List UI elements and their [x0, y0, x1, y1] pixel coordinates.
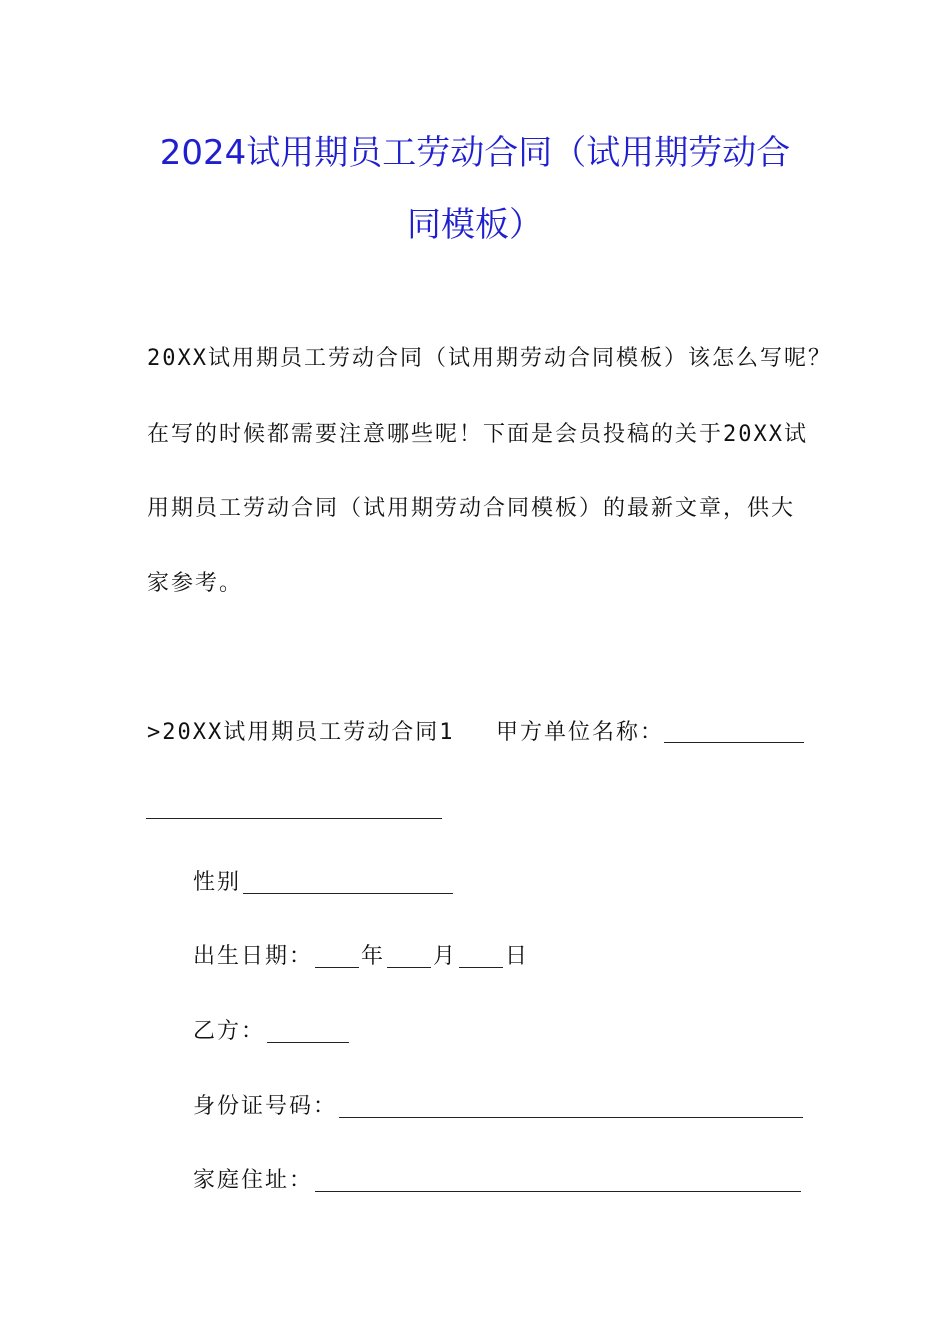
- birth-month-blank: [387, 947, 431, 968]
- birth-date-label: 出生日期：: [193, 944, 314, 969]
- intro-line-1: 20XX试用期员工劳动合同（试用期劳动合同模板）该怎么写呢？: [147, 346, 832, 371]
- month-label: 月: [433, 944, 458, 969]
- intro-line-3: 用期员工劳动合同（试用期劳动合同模板）的最新文章，供大: [147, 496, 796, 521]
- birth-year-blank: [315, 947, 359, 968]
- year-label: 年: [361, 944, 386, 969]
- id-number-label: 身份证号码：: [193, 1094, 338, 1119]
- party-a-blank: [664, 722, 804, 743]
- party-b-row: [193, 1021, 351, 1043]
- contract-heading: >20XX试用期员工劳动合同1: [147, 720, 455, 745]
- id-number-row: [193, 1096, 805, 1118]
- home-address-blank: [315, 1171, 801, 1192]
- gender-label: 性别: [193, 870, 242, 895]
- gender-blank: [243, 873, 453, 894]
- party-b-label: 乙方：: [193, 1019, 266, 1044]
- day-label: 日: [505, 944, 530, 969]
- birth-date-row: [193, 946, 529, 968]
- birth-day-blank: [459, 947, 503, 968]
- party-a-blank-continued: [146, 798, 442, 819]
- intro-line-4: 家参考。: [147, 571, 244, 596]
- document-title-line-2: 同模板）: [407, 205, 543, 245]
- gender-row: [193, 872, 455, 894]
- document-title-line-1: 2024试用期员工劳动合同（试用期劳动合: [159, 133, 791, 173]
- id-number-blank: [339, 1097, 803, 1118]
- home-address-label: 家庭住址：: [193, 1168, 314, 1193]
- home-address-row: [193, 1170, 803, 1192]
- party-b-blank: [267, 1022, 349, 1043]
- intro-line-2: 在写的时候都需要注意哪些呢！下面是会员投稿的关于20XX试: [147, 422, 808, 447]
- party-a-label: 甲方单位名称：: [496, 720, 665, 745]
